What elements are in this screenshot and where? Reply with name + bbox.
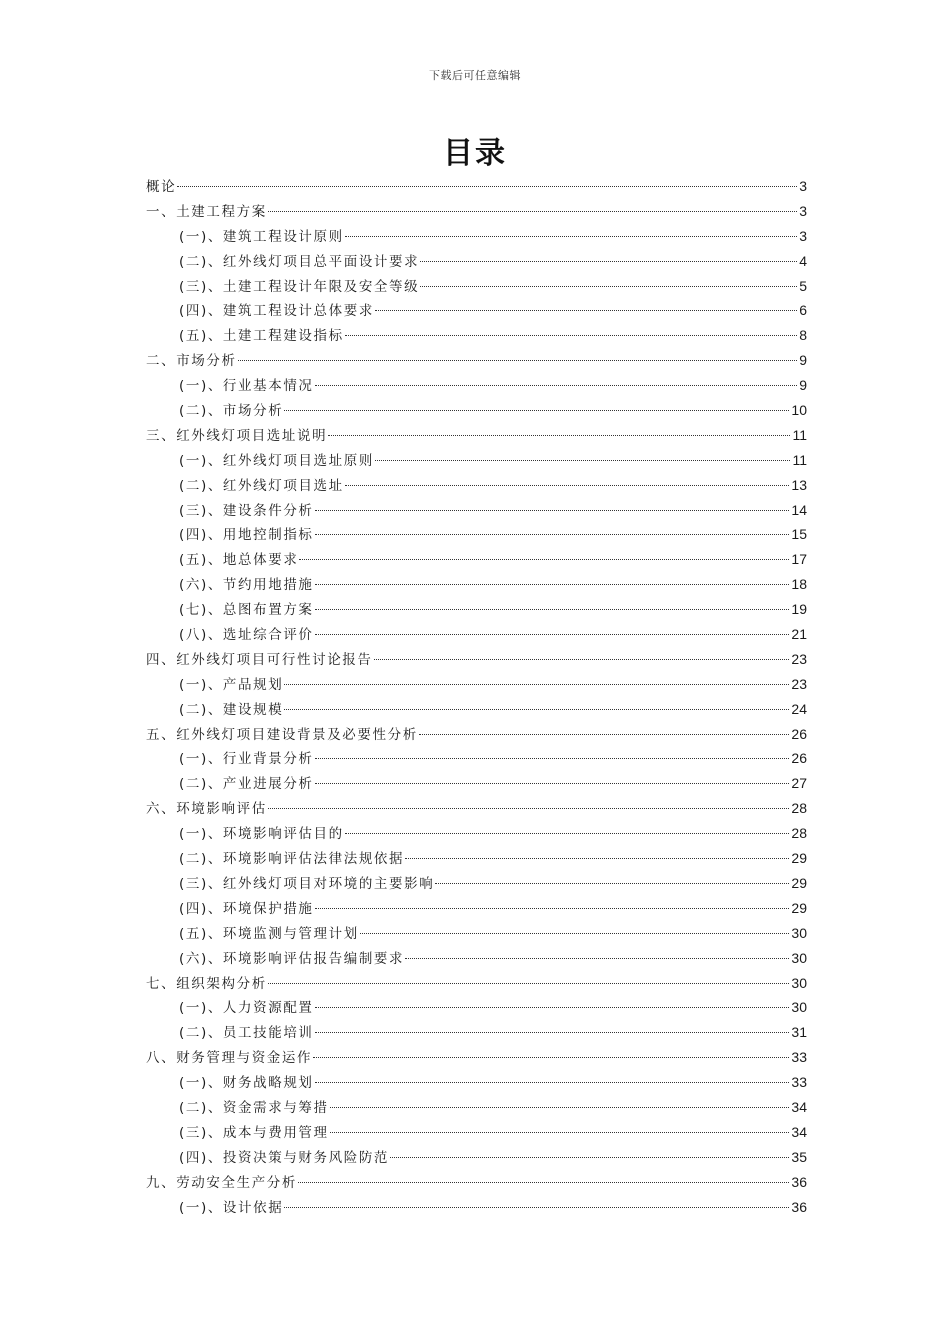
toc-dot-leader [315, 1032, 790, 1033]
toc-dot-leader [299, 559, 789, 560]
toc-entry-page-number: 31 [791, 1024, 807, 1041]
toc-dot-leader [330, 1107, 790, 1108]
toc-entry-label: (二)、建设规模 [179, 701, 284, 718]
toc-entry-label: (二)、资金需求与筹措 [179, 1099, 329, 1116]
toc-entry-page-number: 17 [791, 551, 807, 568]
toc-entry[interactable] [146, 199, 807, 224]
toc-dot-leader [268, 983, 790, 984]
toc-entry[interactable] [146, 846, 807, 871]
toc-entry[interactable] [146, 1045, 807, 1070]
toc-entry-page-number: 3 [799, 227, 807, 244]
toc-entry-page-number: 28 [791, 825, 807, 842]
toc-entry-page-number: 13 [791, 476, 807, 493]
toc-entry[interactable] [146, 224, 807, 249]
toc-dot-leader [345, 335, 797, 336]
toc-entry-page-number: 9 [799, 352, 807, 369]
toc-entry-label: (六)、节约用地措施 [179, 577, 314, 594]
toc-dot-leader [298, 1182, 789, 1183]
toc-entry[interactable] [146, 722, 807, 747]
toc-entry-page-number: 5 [799, 277, 807, 294]
toc-entry-label: 九、劳动安全生产分析 [146, 1174, 297, 1191]
toc-entry-label: (三)、土建工程设计年限及安全等级 [179, 278, 420, 295]
toc-dot-leader [405, 958, 789, 959]
toc-entry[interactable] [146, 921, 807, 946]
toc-entry[interactable] [146, 971, 807, 996]
toc-entry-label: 概论 [146, 179, 177, 195]
toc-entry-page-number: 34 [791, 1098, 807, 1115]
toc-dot-leader [315, 758, 790, 759]
toc-dot-leader [315, 1007, 790, 1008]
toc-entry[interactable] [146, 1020, 807, 1045]
toc-dot-leader [315, 1082, 790, 1083]
toc-entry[interactable] [146, 498, 807, 523]
header-note: 下载后可任意编辑 [429, 69, 521, 82]
toc-entry-label: (三)、成本与费用管理 [179, 1124, 329, 1141]
toc-dot-leader [360, 933, 790, 934]
toc-entry-page-number: 34 [791, 1123, 807, 1140]
toc-entry-page-number: 30 [791, 924, 807, 941]
toc-entry[interactable] [146, 249, 807, 274]
toc-entry[interactable] [146, 796, 807, 821]
toc-dot-leader [375, 310, 797, 311]
toc-entry[interactable] [146, 672, 807, 697]
toc-dot-leader [315, 609, 790, 610]
toc-entry-page-number: 9 [799, 377, 807, 394]
toc-entry-label: 六、环境影响评估 [146, 801, 267, 818]
toc-title: 目录 [443, 136, 507, 171]
toc-entry[interactable] [146, 896, 807, 921]
toc-entry-page-number: 35 [791, 1148, 807, 1165]
toc-dot-leader [345, 833, 790, 834]
toc-entry[interactable] [146, 298, 807, 323]
toc-dot-leader [345, 485, 790, 486]
toc-entry-page-number: 36 [791, 1173, 807, 1190]
toc-entry-label: (八)、选址综合评价 [179, 627, 314, 644]
toc-dot-leader [238, 360, 798, 361]
toc-entry[interactable] [146, 448, 807, 473]
toc-entry[interactable] [146, 1095, 807, 1120]
toc-entry[interactable] [146, 697, 807, 722]
toc-entry[interactable] [146, 821, 807, 846]
toc-entry-label: (四)、建筑工程设计总体要求 [179, 303, 374, 320]
toc-list [146, 174, 807, 1219]
toc-entry[interactable] [146, 771, 807, 796]
toc-entry-label: (六)、环境影响评估报告编制要求 [179, 950, 405, 967]
toc-entry-page-number: 15 [791, 526, 807, 543]
toc-entry-page-number: 14 [791, 501, 807, 518]
toc-dot-leader [284, 1207, 789, 1208]
toc-dot-leader [328, 435, 790, 436]
toc-dot-leader [315, 908, 790, 909]
toc-entry-label: (二)、市场分析 [179, 403, 284, 420]
toc-dot-leader [405, 858, 789, 859]
toc-entry-label: (一)、财务战略规划 [179, 1075, 314, 1092]
toc-entry[interactable] [146, 1195, 807, 1220]
toc-entry[interactable] [146, 572, 807, 597]
toc-entry[interactable] [146, 373, 807, 398]
toc-entry[interactable] [146, 547, 807, 572]
toc-entry-page-number: 11 [792, 426, 807, 443]
toc-entry-label: (一)、设计依据 [179, 1199, 284, 1216]
toc-dot-leader [375, 460, 791, 461]
toc-dot-leader [420, 261, 797, 262]
toc-entry-label: 三、红外线灯项目选址说明 [146, 427, 328, 444]
toc-dot-leader [315, 634, 790, 635]
toc-entry-label: (一)、建筑工程设计原则 [179, 228, 344, 245]
toc-entry[interactable] [146, 622, 807, 647]
toc-entry-label: (一)、人力资源配置 [179, 1000, 314, 1017]
toc-dot-leader [284, 709, 789, 710]
toc-entry-label: 二、市场分析 [146, 353, 237, 370]
toc-entry-label: (五)、地总体要求 [179, 552, 299, 569]
toc-entry-page-number: 11 [792, 451, 807, 468]
toc-entry-label: (二)、红外线灯项目选址 [179, 477, 344, 494]
toc-entry[interactable] [146, 1070, 807, 1095]
toc-entry[interactable] [146, 1145, 807, 1170]
toc-entry[interactable] [146, 423, 807, 448]
toc-entry-label: (三)、建设条件分析 [179, 502, 314, 519]
toc-entry[interactable] [146, 398, 807, 423]
toc-entry-page-number: 33 [791, 1074, 807, 1091]
toc-dot-leader [315, 783, 790, 784]
toc-entry-page-number: 23 [791, 650, 807, 667]
toc-dot-leader [374, 659, 790, 660]
toc-entry-label: 四、红外线灯项目可行性讨论报告 [146, 651, 373, 668]
toc-entry[interactable] [146, 871, 807, 896]
toc-entry-label: (四)、环境保护措施 [179, 900, 314, 917]
toc-entry-label: 七、组织架构分析 [146, 975, 267, 992]
toc-entry[interactable] [146, 946, 807, 971]
toc-entry-page-number: 33 [791, 1049, 807, 1066]
toc-dot-leader [315, 510, 790, 511]
toc-entry-label: 八、财务管理与资金运作 [146, 1050, 313, 1067]
toc-dot-leader [420, 286, 797, 287]
toc-entry-label: (一)、环境影响评估目的 [179, 826, 344, 843]
toc-dot-leader [268, 211, 797, 212]
toc-entry[interactable] [146, 647, 807, 672]
toc-entry-page-number: 29 [791, 850, 807, 867]
toc-entry-label: 一、土建工程方案 [146, 203, 267, 220]
toc-entry-label: (二)、红外线灯项目总平面设计要求 [179, 253, 420, 270]
toc-entry-label: (五)、环境监测与管理计划 [179, 925, 359, 942]
toc-entry-label: (一)、行业基本情况 [179, 378, 314, 395]
toc-entry-page-number: 10 [791, 402, 807, 419]
toc-entry-page-number: 26 [791, 750, 807, 767]
toc-dot-leader [390, 1157, 789, 1158]
toc-entry-page-number: 29 [791, 899, 807, 916]
toc-dot-leader [313, 1057, 789, 1058]
toc-dot-leader [315, 584, 790, 585]
toc-dot-leader [284, 684, 789, 685]
toc-entry-label: (二)、产业进展分析 [179, 776, 314, 793]
toc-entry-page-number: 6 [799, 302, 807, 319]
toc-entry[interactable] [146, 473, 807, 498]
toc-entry-label: (三)、红外线灯项目对环境的主要影响 [179, 875, 435, 892]
toc-entry-label: (四)、投资决策与财务风险防范 [179, 1149, 390, 1166]
toc-entry-page-number: 30 [791, 974, 807, 991]
toc-dot-leader [268, 808, 790, 809]
toc-entry-page-number: 19 [791, 601, 807, 618]
toc-dot-leader [435, 883, 789, 884]
toc-entry-page-number: 27 [791, 775, 807, 792]
toc-entry-page-number: 28 [791, 800, 807, 817]
toc-entry-label: (二)、环境影响评估法律法规依据 [179, 851, 405, 868]
toc-entry-page-number: 3 [799, 202, 807, 219]
toc-entry[interactable] [146, 174, 807, 199]
toc-entry[interactable] [146, 274, 807, 299]
toc-entry-label: (一)、红外线灯项目选址原则 [179, 452, 374, 469]
toc-entry[interactable] [146, 995, 807, 1020]
toc-entry[interactable] [146, 323, 807, 348]
toc-dot-leader [330, 1132, 790, 1133]
toc-entry-page-number: 21 [791, 626, 807, 643]
toc-entry[interactable] [146, 522, 807, 547]
toc-entry-page-number: 18 [791, 576, 807, 593]
toc-entry[interactable] [146, 348, 807, 373]
toc-entry-page-number: 8 [799, 327, 807, 344]
toc-entry-label: (七)、总图布置方案 [179, 602, 314, 619]
toc-entry-page-number: 24 [791, 700, 807, 717]
toc-entry-label: (一)、产品规划 [179, 676, 284, 693]
toc-entry-page-number: 30 [791, 949, 807, 966]
toc-dot-leader [419, 734, 790, 735]
toc-entry-page-number: 26 [791, 725, 807, 742]
toc-entry[interactable] [146, 597, 807, 622]
toc-dot-leader [345, 236, 797, 237]
toc-entry-page-number: 29 [791, 874, 807, 891]
toc-dot-leader [315, 534, 790, 535]
toc-dot-leader [177, 186, 797, 187]
toc-entry-label: (四)、用地控制指标 [179, 527, 314, 544]
toc-entry-page-number: 30 [791, 999, 807, 1016]
toc-entry-label: (五)、土建工程建设指标 [179, 328, 344, 345]
toc-entry-label: (二)、员工技能培训 [179, 1025, 314, 1042]
toc-entry-page-number: 36 [791, 1198, 807, 1215]
toc-dot-leader [315, 385, 798, 386]
toc-entry-label: 五、红外线灯项目建设背景及必要性分析 [146, 726, 418, 743]
toc-entry[interactable] [146, 1120, 807, 1145]
toc-entry-page-number: 23 [791, 675, 807, 692]
toc-entry-page-number: 4 [799, 252, 807, 269]
toc-entry[interactable] [146, 746, 807, 771]
toc-entry-page-number: 3 [799, 178, 807, 194]
toc-entry-label: (一)、行业背景分析 [179, 751, 314, 768]
toc-entry[interactable] [146, 1170, 807, 1195]
toc-dot-leader [284, 410, 789, 411]
